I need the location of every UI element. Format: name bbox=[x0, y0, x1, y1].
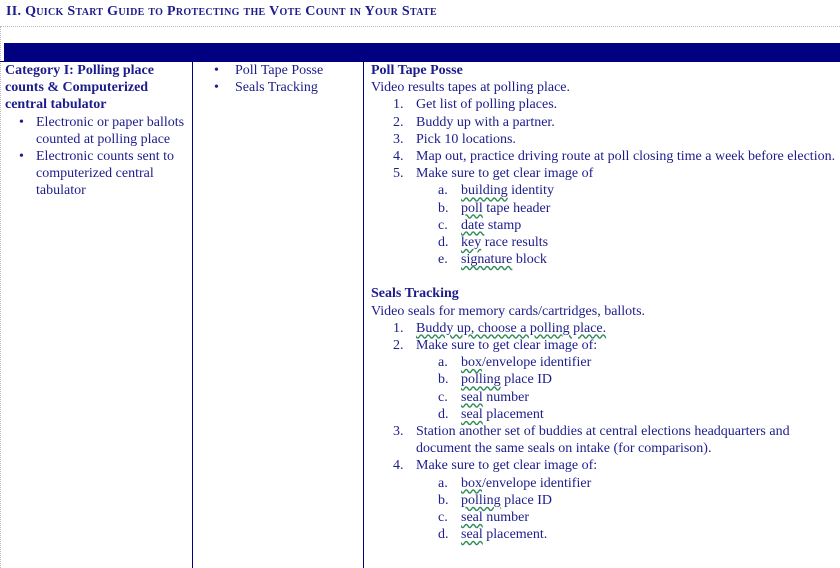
list-item: c. seal number bbox=[438, 510, 530, 526]
list-item: d. seal placement bbox=[438, 406, 544, 422]
list-item: b. polling place ID bbox=[438, 372, 552, 388]
table-header-bar bbox=[4, 43, 840, 61]
list-item: • Poll Tape Posse bbox=[195, 62, 360, 79]
list-item: • Electronic counts sent to computerized central tabulator bbox=[5, 148, 190, 200]
list-item: 4. Make sure to get clear image of: a. box/envelope identifier b. polling place ID c. seal number d. seal placement. bbox=[371, 457, 836, 543]
seals-heading: Seals Tracking bbox=[371, 286, 459, 302]
list-item: 5. Make sure to get clear image of a. building identity b. poll tape header c. date stamp d. key race results e. signature block bbox=[371, 165, 836, 268]
seals-steps bbox=[371, 320, 836, 544]
list-item: • Electronic or paper ballots counted at polling place bbox=[5, 114, 190, 148]
list-item: 3. Station another set of buddies at central elections headquarters and document the same seals on intake (for comparison). bbox=[393, 424, 790, 457]
image-checklist bbox=[416, 182, 836, 268]
seal-checklist bbox=[416, 354, 836, 423]
title-divider bbox=[0, 26, 840, 27]
list-item: 2. Buddy up with a partner. bbox=[393, 114, 555, 130]
list-item: 2. Make sure to get clear image of: a. box/envelope identifier b. polling place ID c. seal number d. seal placement bbox=[371, 337, 836, 423]
activities-cell bbox=[195, 62, 360, 96]
category-heading: Category I: Polling place counts & Computerized central tabulator bbox=[5, 63, 154, 113]
list-item: a. building identity bbox=[438, 183, 554, 199]
list-item: 3. Pick 10 locations. bbox=[393, 131, 516, 147]
list-item: b. polling place ID bbox=[438, 492, 552, 508]
activities-bullets bbox=[195, 62, 360, 96]
page-title: II. Quick Start Guide to Protecting the Vote Count in Your State bbox=[6, 4, 437, 19]
list-item: a. box/envelope identifier bbox=[438, 355, 592, 371]
category-bullets bbox=[5, 114, 190, 200]
poll-tape-intro: Video results tapes at polling place. bbox=[371, 80, 570, 96]
list-item: c. date stamp bbox=[438, 217, 522, 233]
list-item: • Seals Tracking bbox=[195, 79, 360, 96]
list-item: 1. Get list of polling places. bbox=[393, 97, 558, 113]
seals-intro: Video seals for memory cards/cartridges, ballots. bbox=[371, 303, 646, 319]
poll-tape-heading: Poll Tape Posse bbox=[371, 63, 463, 78]
list-item: b. poll tape header bbox=[438, 200, 551, 216]
list-item: 4. Map out, practice driving route at poll closing time a week before election. bbox=[393, 149, 836, 165]
list-item: d. key race results bbox=[438, 235, 549, 251]
seal-checklist-2 bbox=[416, 475, 836, 544]
instructions-cell bbox=[371, 62, 836, 543]
poll-tape-steps bbox=[371, 96, 836, 268]
list-item: c. seal number bbox=[438, 389, 530, 405]
column-divider-2 bbox=[363, 61, 364, 568]
column-divider-1 bbox=[192, 61, 193, 568]
list-item: a. box/envelope identifier bbox=[438, 475, 592, 491]
list-item: d. seal placement. bbox=[438, 527, 548, 543]
left-border bbox=[0, 26, 2, 568]
category-cell bbox=[5, 62, 190, 200]
list-item: e. signature block bbox=[438, 252, 547, 268]
list-item: 1. Buddy up, choose a polling place. bbox=[393, 320, 607, 336]
